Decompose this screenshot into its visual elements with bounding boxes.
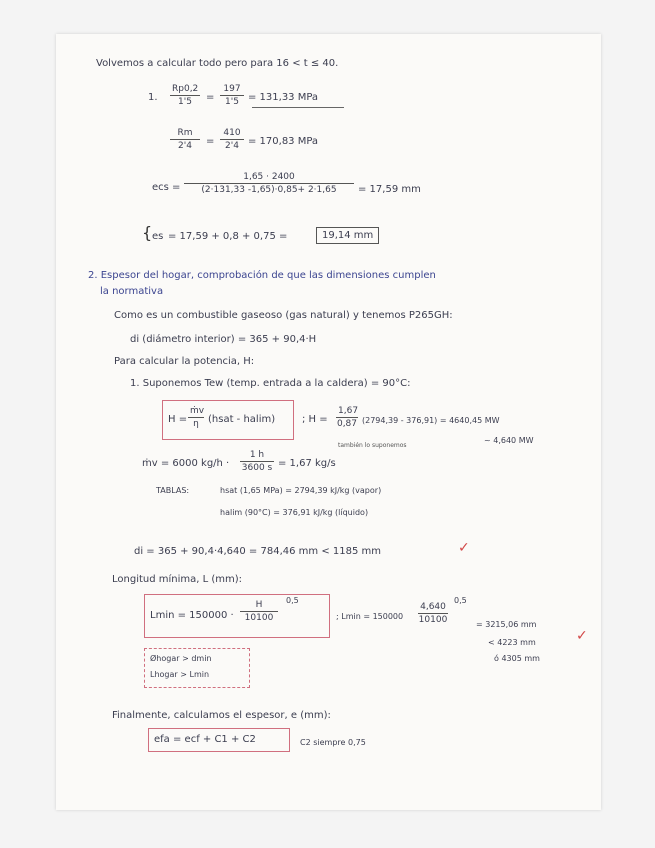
- H-formula-frac: [188, 406, 204, 429]
- ecs-result: = 17,59 mm: [358, 184, 421, 195]
- intro-text: Volvemos a calcular todo pero para 16 < t ≤ 40.: [96, 58, 339, 69]
- denominator: 10100: [244, 613, 274, 623]
- equals-sign: =: [206, 92, 215, 103]
- L-compare-2: ó 4305 mm: [494, 654, 540, 663]
- H-approx: ~ 4,640 MW: [484, 436, 534, 445]
- es-sum: = 17,59 + 0,8 + 0,75 =: [168, 231, 288, 242]
- combustible-text: Como es un combustible gaseoso (gas natural) y tenemos P265GH:: [114, 310, 453, 321]
- denominator: η: [193, 419, 199, 429]
- fraction-rp02: [170, 84, 200, 107]
- c2-note: C2 siempre 0,75: [300, 738, 366, 747]
- fraction-410: [220, 128, 244, 151]
- check-mark-icon: ✓: [576, 628, 588, 644]
- denominator: 0,87: [336, 419, 358, 429]
- L-formula-left: Lmin = 150000 ·: [150, 610, 234, 621]
- denominator: 2'4: [178, 141, 192, 151]
- H-formula-right: (hsat - halim): [208, 414, 276, 425]
- numerator: 4,640: [418, 602, 448, 614]
- L-calc-label: ; Lmin = 150000: [336, 612, 404, 621]
- numerator: 1 h: [240, 450, 274, 462]
- L-compare-1: < 4223 mm: [488, 638, 536, 647]
- denominator: 1'5: [225, 97, 239, 107]
- numerator: 197: [220, 84, 244, 96]
- numerator: ṁv: [190, 406, 205, 416]
- result-rm: = 170,83 MPa: [248, 136, 319, 147]
- L-calc-exponent: 0,5: [454, 596, 467, 605]
- step-number: 1.: [148, 92, 158, 103]
- numerator: Rm: [170, 128, 200, 140]
- es-label: es: [152, 231, 164, 242]
- equals-sign: =: [206, 136, 215, 147]
- fraction-197: [220, 84, 244, 107]
- L-formula-exponent: 0,5: [286, 596, 299, 605]
- denominator: 2'4: [225, 141, 239, 151]
- result-rp02: = 131,33 MPa: [248, 92, 319, 103]
- numerator: H: [240, 600, 278, 612]
- numerator: Rp0,2: [172, 84, 199, 94]
- H-calc-frac: [336, 406, 358, 429]
- hsat-line: hsat (1,65 MPa) = 2794,39 kJ/kg (vapor): [220, 486, 382, 495]
- di-line: di (diámetro interior) = 365 + 90,4·H: [130, 334, 317, 345]
- condition-length: Lhogar > Lmin: [150, 670, 210, 679]
- L-formula-frac: [240, 600, 278, 623]
- numerator: 1,67: [338, 406, 359, 416]
- halim-line: halim (90°C) = 376,91 kJ/kg (líquido): [220, 508, 369, 517]
- L-result: = 3215,06 mm: [476, 620, 537, 629]
- denominator: 3600 s: [241, 463, 273, 473]
- numerator: 1,65 · 2400: [184, 172, 354, 184]
- H-formula-left: H =: [168, 414, 188, 425]
- tablas-label: TABLAS:: [156, 486, 190, 495]
- mv-line: ṁv = 6000 kg/h ·: [142, 458, 230, 469]
- finalmente-text: Finalmente, calculamos el espesor, e (mm):: [112, 710, 331, 721]
- L-calc-frac: [418, 602, 448, 625]
- section-heading: 2. Espesor del hogar, comprobación de que las dimensiones cumplen: [88, 270, 436, 281]
- es-result-box: 19,14 mm: [316, 227, 379, 244]
- potencia-text: Para calcular la potencia, H:: [114, 356, 255, 367]
- H-calc-label: ; H =: [302, 414, 328, 425]
- denominator: 10100: [418, 615, 448, 625]
- fraction-ecs: [184, 172, 354, 195]
- denominator: (2·131,33 -1,65)·0,85+ 2·1,65: [201, 185, 337, 195]
- brace-mark: {: [142, 223, 153, 242]
- condition-diameter: Øhogar > dmin: [150, 654, 212, 663]
- denominator: 1'5: [178, 97, 192, 107]
- di-calc: di = 365 + 90,4·4,640 = 784,46 mm < 1185 mm: [134, 546, 381, 557]
- numerator: 410: [220, 128, 244, 140]
- section-heading-cont: la normativa: [100, 286, 164, 297]
- notebook-page: [56, 34, 601, 810]
- longitud-text: Longitud mínima, L (mm):: [112, 574, 243, 585]
- mv-frac: [240, 450, 274, 473]
- mv-result: = 1,67 kg/s: [278, 458, 336, 469]
- H-calc-rest: (2794,39 - 376,91) = 4640,45 MW: [362, 416, 500, 425]
- underline: [252, 107, 344, 108]
- ecs-label: ecs =: [152, 182, 181, 193]
- fraction-rm: [170, 128, 200, 151]
- H-note: también lo suponemos: [338, 442, 407, 449]
- efa-formula: efa = ecf + C1 + C2: [154, 734, 256, 745]
- suponemos-text: 1. Suponemos Tew (temp. entrada a la caldera) = 90°C:: [130, 378, 411, 389]
- check-mark-icon: ✓: [458, 540, 470, 556]
